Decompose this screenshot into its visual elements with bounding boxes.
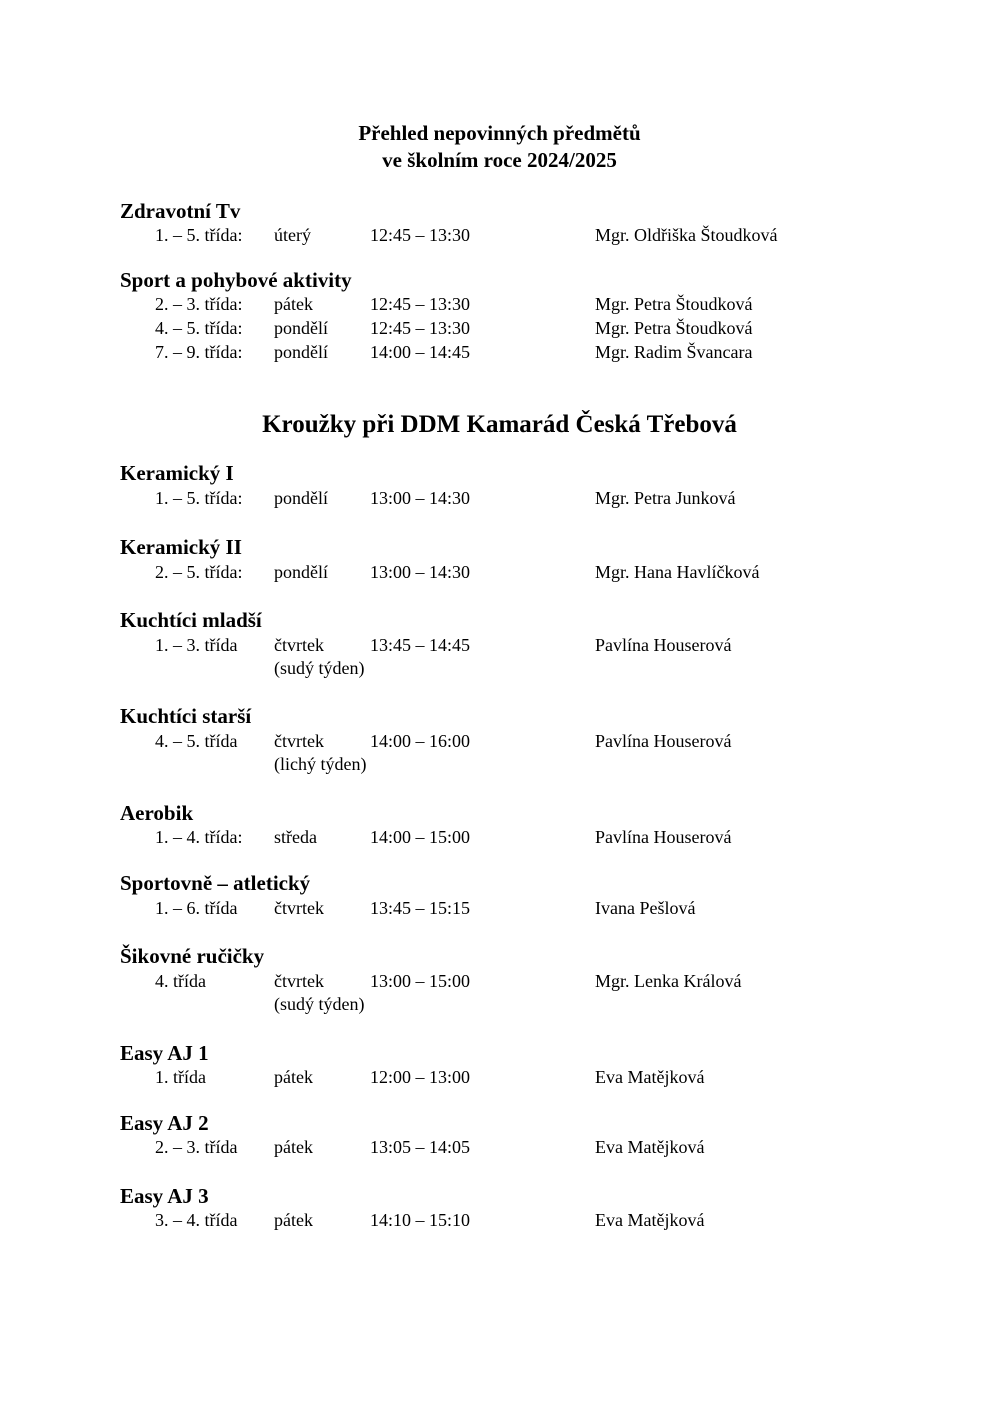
day-cell: středa xyxy=(274,827,317,847)
teacher-cell: Pavlína Houserová xyxy=(595,635,732,655)
club-heading: Šikovné ručičky xyxy=(120,944,265,968)
schedule-row xyxy=(0,223,999,247)
day-cell: čtvrtek xyxy=(274,731,324,751)
teacher-cell: Mgr. Petra Junková xyxy=(595,488,736,508)
schedule-row xyxy=(0,1065,999,1089)
club-heading: Sportovně – atletický xyxy=(120,871,311,895)
schedule-row xyxy=(0,486,999,510)
subject-heading: Zdravotní Tv xyxy=(120,199,241,223)
club-heading: Kuchtíci starší xyxy=(120,704,252,728)
teacher-cell: Mgr. Oldřiška Štoudková xyxy=(595,225,778,245)
time-cell: 12:45 – 13:30 xyxy=(370,318,471,338)
day-cell: pátek xyxy=(274,1137,313,1157)
schedule-row xyxy=(0,1135,999,1159)
class-cell: 1. – 5. třída: xyxy=(155,488,243,508)
class-cell: 1. třída xyxy=(155,1067,206,1087)
time-cell: 13:00 – 14:30 xyxy=(370,562,471,582)
class-cell: 3. – 4. třída xyxy=(155,1210,238,1230)
teacher-cell: Mgr. Petra Štoudková xyxy=(595,294,753,314)
time-cell: 13:05 – 14:05 xyxy=(370,1137,471,1157)
class-cell: 2. – 3. třída: xyxy=(155,294,243,314)
class-cell: 2. – 3. třída xyxy=(155,1137,238,1157)
time-cell: 12:45 – 13:30 xyxy=(370,225,471,245)
day-cell: čtvrtek xyxy=(274,898,324,918)
teacher-cell: Eva Matějková xyxy=(595,1067,705,1087)
class-cell: 4. třída xyxy=(155,971,206,991)
day-cell: úterý xyxy=(274,225,311,245)
time-cell: 12:00 – 13:00 xyxy=(370,1067,471,1087)
schedule-row xyxy=(0,969,999,993)
time-cell: 13:00 – 14:30 xyxy=(370,488,471,508)
day-cell: pátek xyxy=(274,294,313,314)
day-cell: pondělí xyxy=(274,488,328,508)
class-cell: 7. – 9. třída: xyxy=(155,342,243,362)
club-heading: Aerobik xyxy=(120,801,194,825)
time-cell: 13:45 – 14:45 xyxy=(370,635,471,655)
schedule-row xyxy=(0,896,999,920)
teacher-cell: Mgr. Lenka Králová xyxy=(595,971,742,991)
club-heading: Keramický I xyxy=(120,461,234,485)
teacher-cell: Mgr. Petra Štoudková xyxy=(595,318,753,338)
day-cell: pátek xyxy=(274,1210,313,1230)
class-cell: 4. – 5. třída: xyxy=(155,318,243,338)
teacher-cell: Pavlína Houserová xyxy=(595,827,732,847)
club-heading: Keramický II xyxy=(120,535,242,559)
schedule-row xyxy=(0,340,999,364)
schedule-row xyxy=(0,1208,999,1232)
subject-heading: Sport a pohybové aktivity xyxy=(120,268,352,292)
club-heading: Kuchtíci mladší xyxy=(120,608,262,632)
teacher-cell: Mgr. Hana Havlíčková xyxy=(595,562,760,582)
class-cell: 1. – 6. třída xyxy=(155,898,238,918)
class-cell: 1. – 5. třída: xyxy=(155,225,243,245)
time-cell: 14:00 – 14:45 xyxy=(370,342,471,362)
club-heading: Easy AJ 2 xyxy=(120,1111,209,1135)
class-cell: 1. – 4. třída: xyxy=(155,827,243,847)
time-cell: 13:00 – 15:00 xyxy=(370,971,471,991)
schedule-row xyxy=(0,825,999,849)
time-cell: 14:10 – 15:10 xyxy=(370,1210,471,1230)
week-note: (sudý týden) xyxy=(274,994,365,1014)
class-cell: 2. – 5. třída: xyxy=(155,562,243,582)
club-heading: Easy AJ 3 xyxy=(120,1184,209,1208)
day-cell: čtvrtek xyxy=(274,971,324,991)
day-cell: pondělí xyxy=(274,318,328,338)
day-cell: pondělí xyxy=(274,562,328,582)
week-note: (lichý týden) xyxy=(274,754,367,774)
schedule-row xyxy=(0,292,999,316)
class-cell: 1. – 3. třída xyxy=(155,635,238,655)
schedule-row xyxy=(0,316,999,340)
page-subtitle: ve školním roce 2024/2025 xyxy=(382,148,617,172)
day-cell: čtvrtek xyxy=(274,635,324,655)
schedule-row xyxy=(0,633,999,657)
teacher-cell: Eva Matějková xyxy=(595,1210,705,1230)
teacher-cell: Pavlína Houserová xyxy=(595,731,732,751)
teacher-cell: Eva Matějková xyxy=(595,1137,705,1157)
day-cell: pátek xyxy=(274,1067,313,1087)
time-cell: 14:00 – 16:00 xyxy=(370,731,471,751)
clubs-title: Kroužky při DDM Kamarád Česká Třebová xyxy=(262,411,737,438)
schedule-row xyxy=(0,729,999,753)
schedule-row xyxy=(0,560,999,584)
time-cell: 13:45 – 15:15 xyxy=(370,898,471,918)
time-cell: 14:00 – 15:00 xyxy=(370,827,471,847)
club-heading: Easy AJ 1 xyxy=(120,1041,209,1065)
teacher-cell: Ivana Pešlová xyxy=(595,898,696,918)
time-cell: 12:45 – 13:30 xyxy=(370,294,471,314)
day-cell: pondělí xyxy=(274,342,328,362)
page-title: Přehled nepovinných předmětů xyxy=(358,121,641,145)
class-cell: 4. – 5. třída xyxy=(155,731,238,751)
teacher-cell: Mgr. Radim Švancara xyxy=(595,342,753,362)
week-note: (sudý týden) xyxy=(274,658,365,678)
